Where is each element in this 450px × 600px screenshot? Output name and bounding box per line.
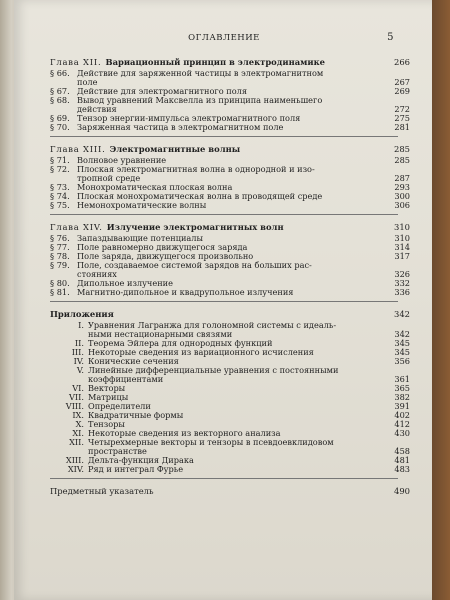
appendix-title: Ряд и интеграл Фурье <box>88 464 184 474</box>
appendix-page-number: 483 <box>394 464 410 474</box>
section-number: § 69. <box>50 113 70 123</box>
appendix-entry <box>14 438 434 456</box>
running-head-title: ОГЛАВЛЕНИЕ <box>188 33 260 43</box>
section-page: 272 <box>394 104 410 114</box>
chapter-title: Электромагнитные волны <box>109 144 241 154</box>
appendix-page-number: 430 <box>394 428 410 438</box>
appendix-page-number: 412 <box>394 419 410 429</box>
appendix-title: Конические сечения <box>88 356 179 366</box>
appendix-number: XIII. <box>65 455 84 465</box>
chapter-label: Глава XII. <box>50 57 102 67</box>
appendix-number: I. <box>78 320 84 330</box>
section-number: § 72. <box>50 164 70 174</box>
section-number: § 71. <box>50 155 70 165</box>
section-number: § 76. <box>50 233 70 243</box>
chapter-page: 266 <box>394 57 410 67</box>
appendix-number: III. <box>71 347 84 357</box>
section-divider <box>50 478 398 481</box>
section-title: Поле, создаваемое системой зарядов на больших рас- <box>77 260 312 270</box>
desk-surface <box>432 0 450 600</box>
section-title: Плоская электромагнитная волна в однородной и изо- <box>77 164 315 174</box>
appendix-title: Уравнения Лагранжа для голономной системы с идеаль- <box>88 320 337 330</box>
section-entry <box>14 261 434 279</box>
section-title: Монохроматическая плоская волна <box>77 182 233 192</box>
section-entry <box>14 96 434 114</box>
chapter-page: 285 <box>394 144 410 154</box>
appendix-title: Теорема Эйлера для однородных функций <box>88 338 273 348</box>
section-page: 275 <box>394 113 410 123</box>
section-page: 336 <box>394 287 410 297</box>
running-head <box>54 33 394 47</box>
section-title: Действие для заряженной частицы в электромагнитном <box>77 68 324 78</box>
section-page: 300 <box>394 191 410 201</box>
section-number: § 81. <box>50 287 70 297</box>
section-entry <box>14 123 434 132</box>
section-number: § 74. <box>50 191 70 201</box>
section-number: § 66. <box>50 68 70 78</box>
section-title: поле <box>77 77 98 87</box>
appendix-title: Матрицы <box>88 392 129 402</box>
appendix-title: Векторы <box>88 383 126 393</box>
section-page: 287 <box>394 173 410 183</box>
section-divider <box>50 301 398 304</box>
section-title: Дипольное излучение <box>77 278 173 288</box>
appendix-number: XI. <box>72 428 84 438</box>
appendix-number: II. <box>74 338 84 348</box>
appendix-number: VII. <box>69 392 84 402</box>
page-number: 5 <box>387 32 394 43</box>
section-title: Магнитно-дипольное и квадрупольное излучения <box>77 287 294 297</box>
appendix-title: Определители <box>88 401 151 411</box>
section-number: § 79. <box>50 260 70 270</box>
index-entry <box>14 485 434 498</box>
appendix-number: VI. <box>72 383 84 393</box>
appendix-label: Приложения <box>50 309 114 319</box>
appendix-entry <box>14 321 434 339</box>
section-title: стояниях <box>77 269 117 279</box>
appendix-entry <box>14 366 434 384</box>
appendix-number: VIII. <box>65 401 84 411</box>
appendix-number: X. <box>75 419 84 429</box>
index-label: Предметный указатель <box>50 486 154 496</box>
appendix-number: XIV. <box>67 464 84 474</box>
appendix-title: коэффициентами <box>88 374 164 384</box>
section-page: 293 <box>394 182 410 192</box>
appendix-page-number: 402 <box>394 410 410 420</box>
appendix-page-number: 391 <box>394 401 410 411</box>
section-title: Действие для электромагнитного поля <box>77 86 247 96</box>
section-title: Заряженная частица в электромагнитном поле <box>77 122 284 132</box>
section-entry <box>14 165 434 183</box>
appendix-page-number: 458 <box>394 446 410 456</box>
section-entry <box>14 69 434 87</box>
section-divider <box>50 214 398 217</box>
appendix-page-number: 361 <box>394 374 410 384</box>
appendix-title: Некоторые сведения из векторного анализа <box>88 428 281 438</box>
section-entry <box>14 288 434 297</box>
appendix-page: 342 <box>394 309 410 319</box>
section-number: § 70. <box>50 122 70 132</box>
section-number: § 80. <box>50 278 70 288</box>
appendix-title: Некоторые сведения из вариационного исчисления <box>88 347 314 357</box>
appendix-title: ными нестационарными связями <box>88 329 233 339</box>
section-title: Вывод уравнений Максвелла из принципа наименьшего <box>77 95 323 105</box>
chapter-label: Глава XIII. <box>50 144 106 154</box>
appendix-title: Четырехмерные векторы и тензоры в псевдоевклидовом <box>88 437 334 447</box>
appendix-page-number: 481 <box>394 455 410 465</box>
appendix-number: V. <box>76 365 84 375</box>
section-title: действия <box>77 104 117 114</box>
appendix-page-number: 356 <box>394 356 410 366</box>
section-number: § 73. <box>50 182 70 192</box>
section-number: § 68. <box>50 95 70 105</box>
appendix-page-number: 342 <box>394 329 410 339</box>
chapter-page: 310 <box>394 222 410 232</box>
section-page: 310 <box>394 233 410 243</box>
section-page: 267 <box>394 77 410 87</box>
section-page: 326 <box>394 269 410 279</box>
section-number: § 75. <box>50 200 70 210</box>
appendix-page-number: 345 <box>394 347 410 357</box>
book-page <box>14 0 434 600</box>
section-page: 269 <box>394 86 410 96</box>
chapter-title: Вариационный принцип в электродинамике <box>105 57 325 67</box>
section-title: Поле заряда, движущегося произвольно <box>77 251 254 261</box>
section-title: Тензор энергии-импульса электромагнитного поля <box>77 113 301 123</box>
chapter-label: Глава XIV. <box>50 222 103 232</box>
appendix-title: пространстве <box>88 446 147 456</box>
appendix-title: Линейные дифференциальные уравнения с постоянными <box>88 365 339 375</box>
appendix-title: Тензоры <box>88 419 125 429</box>
section-page: 332 <box>394 278 410 288</box>
section-page: 281 <box>394 122 410 132</box>
appendix-number: XII. <box>69 437 84 447</box>
appendix-number: IX. <box>72 410 84 420</box>
section-number: § 78. <box>50 251 70 261</box>
appendix-title: Квадратичные формы <box>88 410 184 420</box>
section-entry <box>14 201 434 210</box>
appendix-entry <box>14 465 434 474</box>
appendix-page-number: 365 <box>394 383 410 393</box>
appendix-page-number: 382 <box>394 392 410 402</box>
section-number: § 67. <box>50 86 70 96</box>
section-title: Плоская монохроматическая волна в проводящей среде <box>77 191 323 201</box>
appendix-title: Дельта-функция Дирака <box>88 455 194 465</box>
section-title: Немонохроматические волны <box>77 200 207 210</box>
chapter-title: Излучение электромагнитных волн <box>106 222 284 232</box>
index-page: 490 <box>394 486 410 496</box>
section-page: 285 <box>394 155 410 165</box>
table-of-contents <box>14 52 434 498</box>
section-page: 306 <box>394 200 410 210</box>
section-page: 317 <box>394 251 410 261</box>
section-title: Поле равномерно движущегося заряда <box>77 242 248 252</box>
section-title: Запаздывающие потенциалы <box>77 233 204 243</box>
appendix-page-number: 345 <box>394 338 410 348</box>
section-page: 314 <box>394 242 410 252</box>
section-number: § 77. <box>50 242 70 252</box>
section-divider <box>50 136 398 139</box>
appendix-number: IV. <box>73 356 84 366</box>
section-title: тропной среде <box>77 173 141 183</box>
section-title: Волновое уравнение <box>77 155 167 165</box>
